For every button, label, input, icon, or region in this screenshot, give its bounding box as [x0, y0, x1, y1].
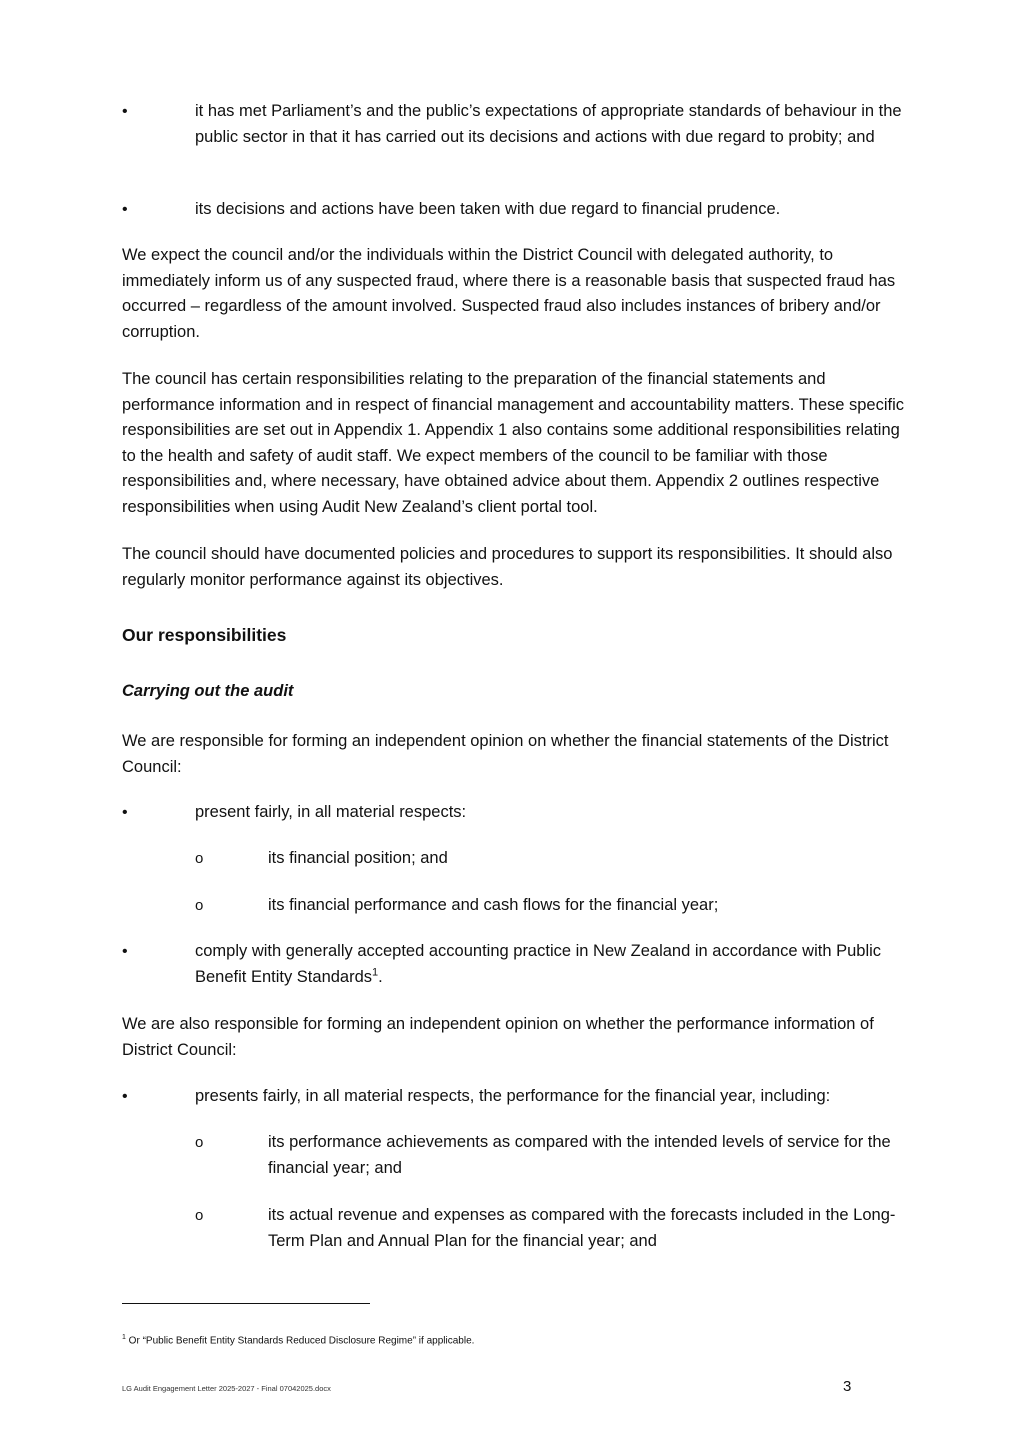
footnote-separator [122, 1303, 370, 1304]
sub-bullet-marker: o [195, 1207, 204, 1224]
bullet-text-main: comply with generally accepted accounting practice in New Zealand in accordance with Public Benefit Entity Standards [195, 942, 882, 986]
bullet-text: its decisions and actions have been taken with due regard to financial prudence. [195, 200, 781, 218]
bullet-marker: • [122, 201, 128, 218]
sub-bullet-text: its actual revenue and expenses as compared with the forecasts included in the Long-Term Plan and Annual Plan for the financial year; and [268, 1206, 896, 1250]
sub-bullet-text: its financial performance and cash flows for the financial year; [268, 896, 719, 914]
bullet-text: present fairly, in all material respects: [195, 803, 467, 821]
bullet-marker: • [122, 103, 128, 120]
sub-bullet-marker: o [195, 897, 204, 914]
bullet-text [195, 939, 912, 990]
footnote-number: 1 [122, 1334, 126, 1341]
footnote-reference[interactable]: 1 [372, 966, 379, 978]
bullet-text: presents fairly, in all material respects, the performance for the financial year, including: [195, 1087, 831, 1105]
sub-bullet-marker: o [195, 1134, 204, 1151]
sub-bullet-marker: o [195, 850, 204, 867]
paragraph-responsibilities: The council has certain responsibilities relating to the preparation of the financial statements and performance information and in respect of financial management and accountability matters. These specific responsibilities are set out in Appendix 1. Appendix 1 also contains some additional responsibilities relating to the health and safety of audit staff. We expect members of the council to be familiar with those responsibilities and, where necessary, have obtained advice about them. Appendix 2 outlines respective responsibilities when using Audit New Zealand’s client portal tool. [122, 370, 905, 516]
bullet-marker: • [122, 1088, 128, 1105]
page-number: 3 [843, 1378, 852, 1395]
paragraph-policies: The council should have documented policies and procedures to support its responsibilities. It should also regularly monitor performance against its objectives. [122, 545, 893, 589]
bullet-text-end: . [378, 967, 383, 986]
bullet-marker: • [122, 943, 128, 960]
paragraph-perf-opinion: We are also responsible for forming an independent opinion on whether the performance information of District Council: [122, 1015, 874, 1059]
sub-bullet-text: its financial position; and [268, 849, 448, 867]
paragraph-fraud: We expect the council and/or the individuals within the District Council with delegated authority, to immediately inform us of any suspected fraud, where there is a reasonable basis that suspected fraud has occurred – regardless of the amount involved. Suspected fraud also includes instances of bribery and/or corruption. [122, 246, 896, 341]
footnote [122, 1334, 474, 1346]
bullet-marker: • [122, 804, 128, 821]
section-heading: Our responsibilities [122, 625, 287, 645]
footnote-text: Or “Public Benefit Entity Standards Reduced Disclosure Regime” if applicable. [125, 1335, 475, 1347]
paragraph-fs-opinion: We are responsible for forming an independent opinion on whether the financial statements of the District Council: [122, 732, 889, 776]
sub-bullet-text: its performance achievements as compared with the intended levels of service for the financial year; and [268, 1133, 891, 1177]
footer-filename: LG Audit Engagement Letter 2025-2027 - Final 07042025.docx [122, 1384, 331, 1393]
subsection-heading: Carrying out the audit [122, 682, 294, 700]
bullet-text: it has met Parliament’s and the public’s expectations of appropriate standards of behaviour in the public sector in that it has carried out its decisions and actions with due regard to probity; and [195, 102, 902, 146]
